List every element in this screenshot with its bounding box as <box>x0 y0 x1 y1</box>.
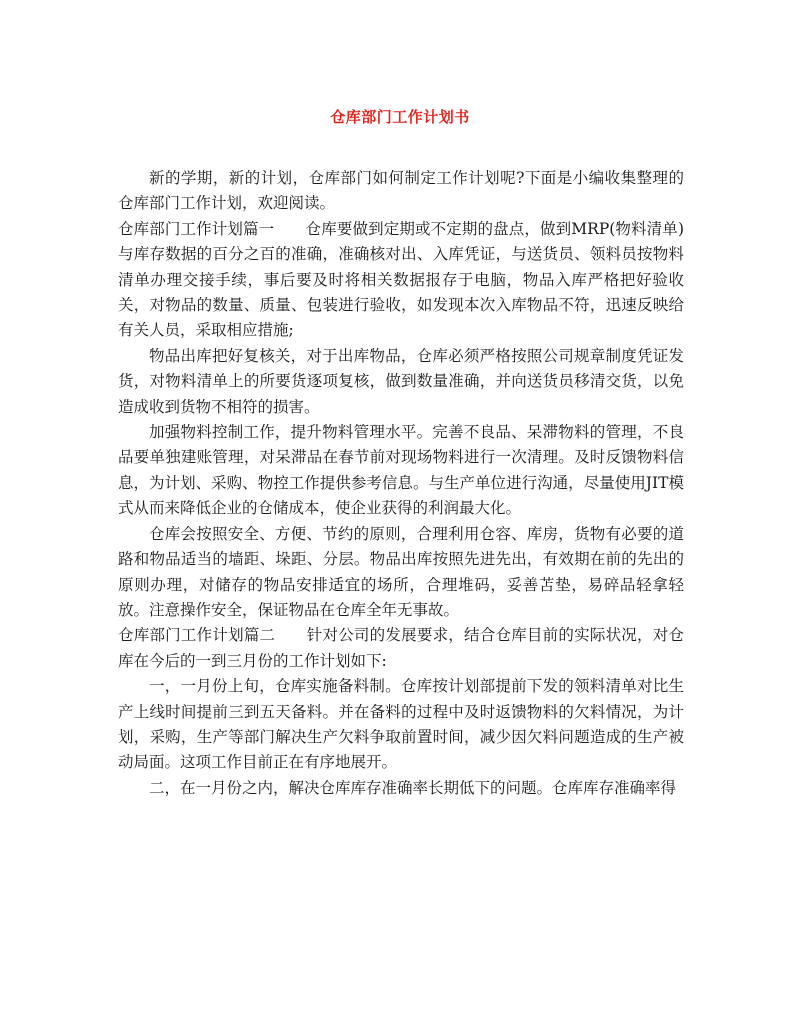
paragraph-plan-one-heading: 仓库部门工作计划篇一 仓库要做到定期或不定期的盘点，做到MRP(物料清单)与库存数据的百分之百的准确，准确核对出、入库凭证，与送货员、领料员按物料清单办理交接手续，事后要及时将相关数据报存于电脑，物品入库严格把好验收关，对物品的数量、质量、包装进行验收，如发现本次入库物品不符，迅速反映给有关人员，采取相应措施; <box>118 219 684 340</box>
paragraph-outbound-check: 物品出库把好复核关，对于出库物品，仓库必须严格按照公司规章制度凭证发货，对物料清单上的所要货逐项复核，做到数量准确，并向送货员移清交货，以免造成收到货物不相符的损害。 <box>118 346 684 416</box>
paragraph-storage-safety: 仓库会按照安全、方便、节约的原则，合理利用仓容、库房，货物有必要的道路和物品适当的墙距、垛距、分层。物品出库按照先进先出，有效期在前的先出的原则办理，对储存的物品安排适宜的场所，合理堆码，妥善苫垫，易碎品轻拿轻放。注意操作安全，保证物品在仓库全年无事故。 <box>118 524 684 619</box>
paragraph-intro: 新的学期，新的计划，仓库部门如何制定工作计划呢?下面是小编收集整理的仓库部门工作计划，欢迎阅读。 <box>118 169 684 213</box>
paragraph-january-early: 一，一月份上旬，仓库实施备料制。仓库按计划部提前下发的领料清单对比生产上线时间提前三到五天备料。并在备料的过程中及时返馈物料的欠料情况，为计划，采购，生产等部门解决生产欠料争取前置时间，减少因欠料问题造成的生产被动局面。这项工作目前正在有序地展开。 <box>118 677 684 772</box>
paragraph-material-control: 加强物料控制工作，提升物料管理水平。完善不良品、呆滞物料的管理，不良品要单独建账管理，对呆滞品在春节前对现场物料进行一次清理。及时反馈物料信息，为计划、采购、物控工作提供参考信息。与生产单位进行沟通，尽量使用JIT模式从而来降低企业的仓储成本，使企业获得的利润最大化。 <box>118 423 684 518</box>
document-title: 仓库部门工作计划书 <box>330 108 470 126</box>
paragraph-plan-two-heading: 仓库部门工作计划篇二 针对公司的发展要求，结合仓库目前的实际状况，对仓库在今后的一到三月份的工作计划如下: <box>118 626 684 670</box>
paragraph-january-accuracy: 二，在一月份之内，解决仓库库存准确率长期低下的问题。仓库库存准确率得 <box>149 778 677 797</box>
document-body <box>118 166 684 801</box>
